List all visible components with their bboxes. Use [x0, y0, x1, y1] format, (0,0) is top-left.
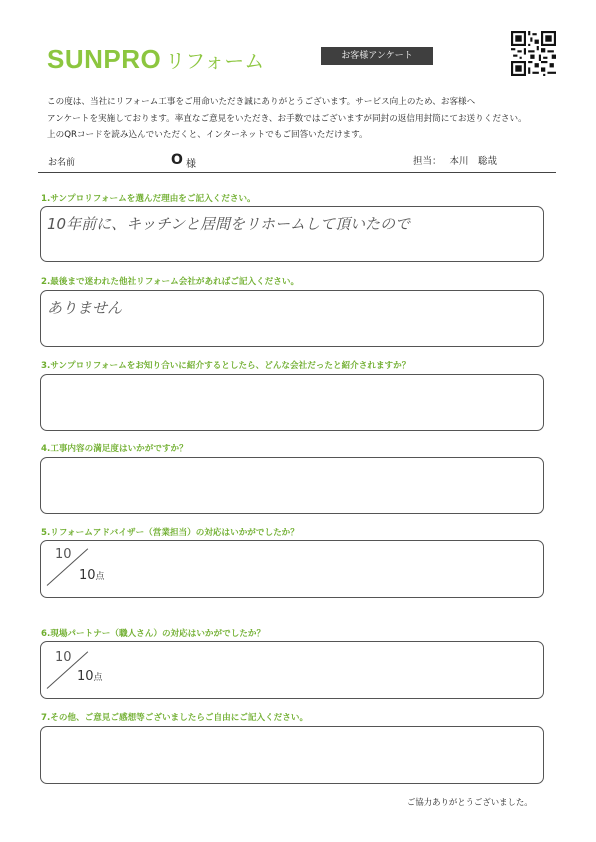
score-6-unit: 点	[93, 673, 103, 683]
question-7-label: 7.その他、ご意見ご感想等ございましたらご自由にご記入ください。	[41, 713, 309, 723]
answer-1-text: 10年前に、キッチンと居間をリホームして頂いたので	[47, 215, 411, 233]
score-6-given: 10	[55, 650, 72, 665]
score-6-max-value: 10	[77, 669, 94, 684]
question-6-label: 6.現場パートナー（職人さん）の対応はいかがでしたか？	[41, 629, 266, 639]
answer-7-box[interactable]	[40, 726, 544, 784]
survey-badge: お客様アンケート	[321, 47, 433, 65]
score-5-max	[79, 568, 105, 583]
name-label: お名前	[48, 158, 76, 168]
score-6-max	[77, 669, 103, 684]
answer-6-box[interactable]	[40, 641, 544, 699]
question-3-label: 3.サンプロリフォームをお知り合いに紹介するとしたら、どんな会社だったと紹介されますか？	[41, 361, 411, 371]
question-4-label: 4.工事内容の満足度はいかがですか？	[41, 444, 188, 454]
qr-code-icon[interactable]	[511, 31, 556, 76]
intro-line-2: アンケートを実施しております。率直なご意見をいただき、お手数ではございますが同封の返信用封筒にてお送りください。	[47, 113, 527, 124]
intro-line-3: 上のQRコードを読み込んでいただくと、インターネットでもご回答いただけます。	[47, 130, 368, 140]
staff-name: 本川 聡哉	[449, 156, 498, 167]
staff-field	[413, 153, 497, 167]
customer-name: O	[171, 152, 183, 168]
intro-text	[47, 94, 527, 144]
score-5-unit: 点	[95, 572, 105, 582]
question-5-label: 5.リフォームアドバイザー（営業担当）の対応はいかがでしたか？	[41, 528, 299, 538]
sunpro-logo	[47, 44, 264, 75]
thanks-text: ご協力ありがとうございました。	[407, 797, 533, 807]
answer-3-box[interactable]	[40, 374, 544, 431]
score-5-max-value: 10	[79, 568, 96, 583]
answer-2-text: ありません	[47, 299, 123, 317]
score-5-given: 10	[55, 547, 72, 562]
question-2-label: 2.最後まで迷われた他社リフォーム会社があればご記入ください。	[41, 277, 300, 287]
answer-1-box[interactable]	[40, 206, 544, 262]
question-1-label: 1.サンプロリフォームを選んだ理由をご記入ください。	[41, 194, 256, 204]
staff-label: 担当：	[413, 156, 442, 167]
answer-2-box[interactable]	[40, 290, 544, 347]
intro-line-1: この度は、当社にリフォーム工事をご用命いただき誠にありがとうございます。サービス向上のため、お客様へ	[47, 97, 476, 107]
answer-4-box[interactable]	[40, 457, 544, 514]
brand-name: SUNPRO	[47, 44, 162, 74]
name-suffix: 様	[186, 159, 196, 170]
answer-5-box[interactable]	[40, 540, 544, 598]
brand-sub: リフォーム	[165, 49, 265, 73]
